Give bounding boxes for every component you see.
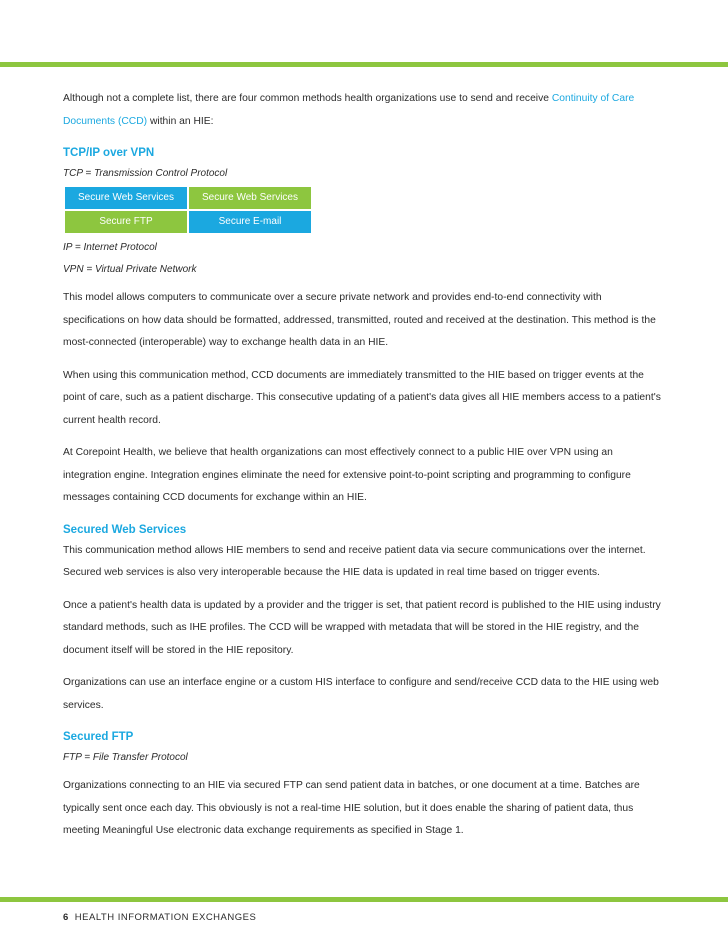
tcp-definition: TCP = Transmission Control Protocol [63, 168, 228, 179]
intro-tail: within an HIE: [147, 115, 214, 127]
grid-cell-secure-ftp: Secure FTP [65, 211, 187, 233]
heading-secured-web-services: Secured Web Services [63, 523, 187, 536]
ftp-paragraph-1: Organizations connecting to an HIE via secured FTP can send patient data in batches, or one document at a time. Batches are typically sent once each day. This obviously is not a real-time HIE solution, but it does enable the sharing of patient data, thus meeting Meaningful Use electronic data exchange requirements as specified in Stage 1. [63, 780, 640, 836]
tcp-paragraph-3: At Corepoint Health, we believe that health organizations can most effectively connect to a public HIE over VPN using an integration engine. Integration engines eliminate the need for extensive point-to-point scripting and programming to configure messages containing CCD documents for exchange within an HIE. [63, 447, 631, 503]
ip-definition: IP = Internet Protocol [63, 242, 157, 253]
page-number: 6 [63, 912, 69, 923]
heading-tcp-vpn: TCP/IP over VPN [63, 147, 155, 159]
tcp-paragraph-2: When using this communication method, CCD documents are immediately transmitted to the HIE based on trigger events at the point of care, such as a patient discharge. This consecutive updating of a patient's data gives all HIE members access to a patient's current health record. [63, 369, 661, 426]
vpn-definition: VPN = Virtual Private Network [63, 264, 197, 275]
methods-grid [65, 187, 663, 233]
grid-cell-secure-web-services-1: Secure Web Services [65, 187, 187, 209]
footer-title: HEALTH INFORMATION EXCHANGES [74, 912, 257, 923]
web-paragraph-3: Organizations can use an interface engine or a custom HIS interface to configure and send/receive CCD data to the HIE using web services. [63, 677, 659, 711]
tcp-paragraph-1: This model allows computers to communicate over a secure private network and provides end-to-end connectivity with specifications on how data should be formatted, addressed, transmitted, routed and received at the destination. This method is the most-connected (interoperable) way to exchange health data in an HIE. [63, 292, 656, 348]
heading-secured-ftp: Secured FTP [63, 731, 134, 743]
intro-text: Although not a complete list, there are four common methods health organizations use to send and receive [63, 93, 552, 104]
top-green-rule [0, 62, 728, 67]
web-paragraph-2: Once a patient's health data is updated by a provider and the trigger is set, that patient record is published to the HIE using industry standard methods, such as IHE profiles. The CCD will be wrapped with metadata that will be stored in the HIE registry, and the document itself will be stored in the HIE repository. [63, 599, 661, 656]
bottom-green-rule [0, 897, 728, 902]
web-paragraph-1: This communication method allows HIE members to send and receive patient data via secure communications over the internet. Secured web services is also very interoperable because the HIE data is updated in real time based on trigger events. [63, 544, 646, 578]
intro-paragraph [63, 88, 663, 133]
grid-cell-secure-web-services-2: Secure Web Services [189, 187, 311, 209]
ftp-definition: FTP = File Transfer Protocol [63, 752, 188, 763]
grid-cell-secure-email: Secure E-mail [189, 211, 311, 233]
page-footer [63, 912, 256, 923]
page-content [63, 88, 663, 853]
ccd-link[interactable]: Continuity of Care Documents (CCD) [63, 93, 635, 127]
